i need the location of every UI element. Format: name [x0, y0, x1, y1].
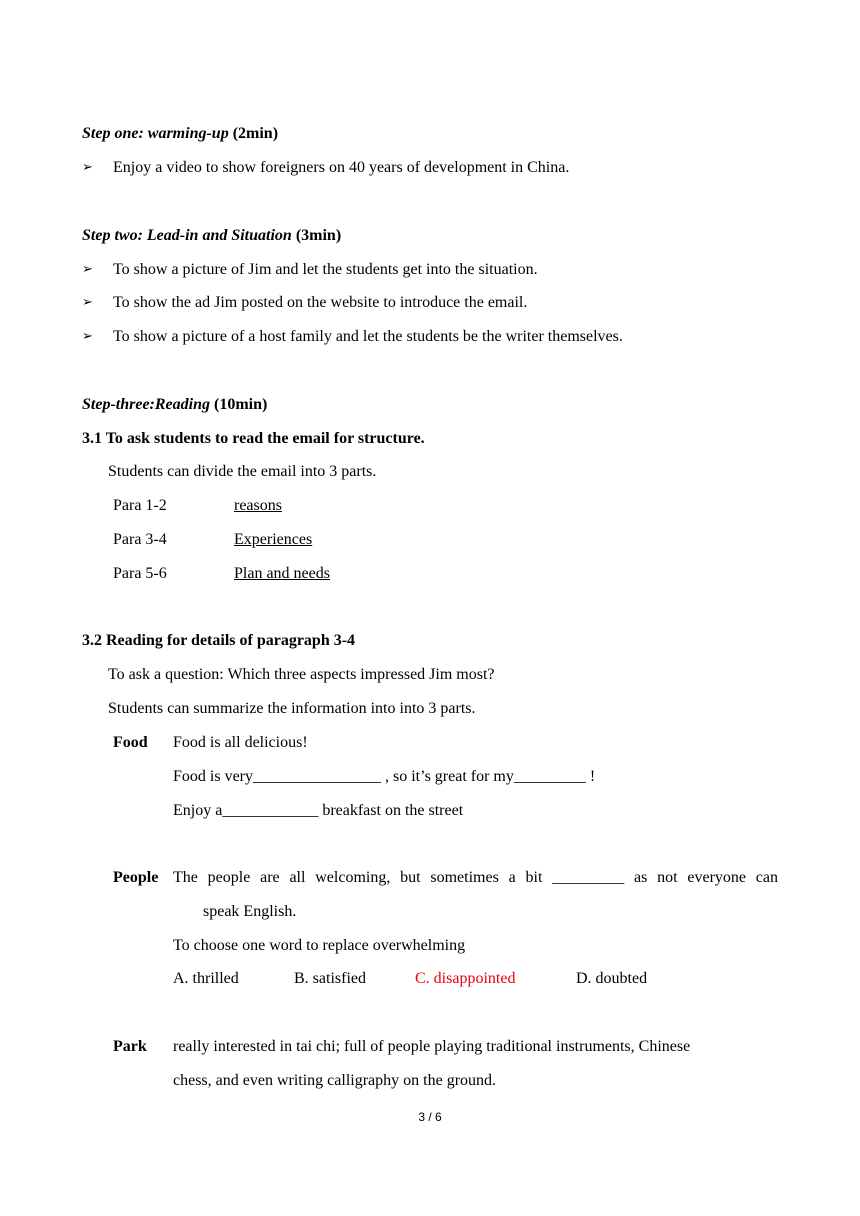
para-label: Para 1-2	[113, 497, 167, 514]
option-d: D. doubted	[576, 970, 648, 987]
bullet-arrow-icon: ➢	[82, 160, 93, 175]
option-a: A. thrilled	[173, 970, 239, 987]
option-b: B. satisfied	[294, 970, 366, 987]
people-line-1: The people are all welcoming, but sometimes a bit _________ as not everyone can	[173, 869, 778, 886]
step-two-bullet-2: To show the ad Jim posted on the website to introduce the email.	[113, 294, 528, 311]
step-three-heading	[82, 395, 267, 415]
step-two-time: (3min)	[291, 227, 342, 244]
people-line-2: speak English.	[203, 903, 297, 920]
park-line-1: really interested in tai chi; full of people playing traditional instruments, Chinese	[173, 1038, 691, 1055]
step-three-title: Step-three:Reading	[82, 396, 210, 413]
food-line-1: Food is all delicious!	[173, 734, 308, 751]
step-two-bullet-1: To show a picture of Jim and let the students get into the situation.	[113, 261, 538, 278]
page-number: 3 / 6	[418, 1110, 442, 1124]
step-two-title: Step two: Lead-in and Situation	[82, 227, 292, 244]
para-topic: Experiences	[234, 531, 313, 548]
step-two-heading	[82, 226, 341, 246]
food-label: Food	[113, 734, 148, 751]
section-3-2-summary: Students can summarize the information into into 3 parts.	[108, 700, 476, 717]
step-one-time: (2min)	[228, 125, 279, 142]
bullet-arrow-icon: ➢	[82, 329, 93, 344]
food-line-3: Enjoy a____________ breakfast on the street	[173, 802, 464, 819]
para-label: Para 5-6	[113, 565, 167, 582]
step-three-time: (10min)	[210, 396, 268, 413]
section-3-1-intro: Students can divide the email into 3 parts.	[108, 463, 377, 480]
option-c-highlighted: C. disappointed	[415, 970, 516, 987]
park-label: Park	[113, 1038, 147, 1055]
food-line-2: Food is very________________ , so it’s great for my_________ !	[173, 768, 596, 785]
para-topic: reasons	[234, 497, 282, 514]
para-topic: Plan and needs	[234, 565, 330, 582]
para-label: Para 3-4	[113, 531, 167, 548]
bullet-arrow-icon: ➢	[82, 295, 93, 310]
section-3-1-heading: 3.1 To ask students to read the email for structure.	[82, 430, 425, 447]
section-3-2-heading: 3.2 Reading for details of paragraph 3-4	[82, 632, 356, 649]
step-one-title: Step one: warming-up	[82, 125, 229, 142]
section-3-2-question: To ask a question: Which three aspects impressed Jim most?	[108, 666, 495, 683]
step-one-bullet-1: Enjoy a video to show foreigners on 40 years of development in China.	[113, 159, 570, 176]
people-label: People	[113, 869, 159, 886]
park-line-2: chess, and even writing calligraphy on the ground.	[173, 1072, 497, 1089]
bullet-arrow-icon: ➢	[82, 262, 93, 277]
people-task: To choose one word to replace overwhelming	[173, 937, 466, 954]
step-two-bullet-3: To show a picture of a host family and let the students be the writer themselves.	[113, 328, 623, 345]
step-one-heading	[82, 124, 278, 144]
